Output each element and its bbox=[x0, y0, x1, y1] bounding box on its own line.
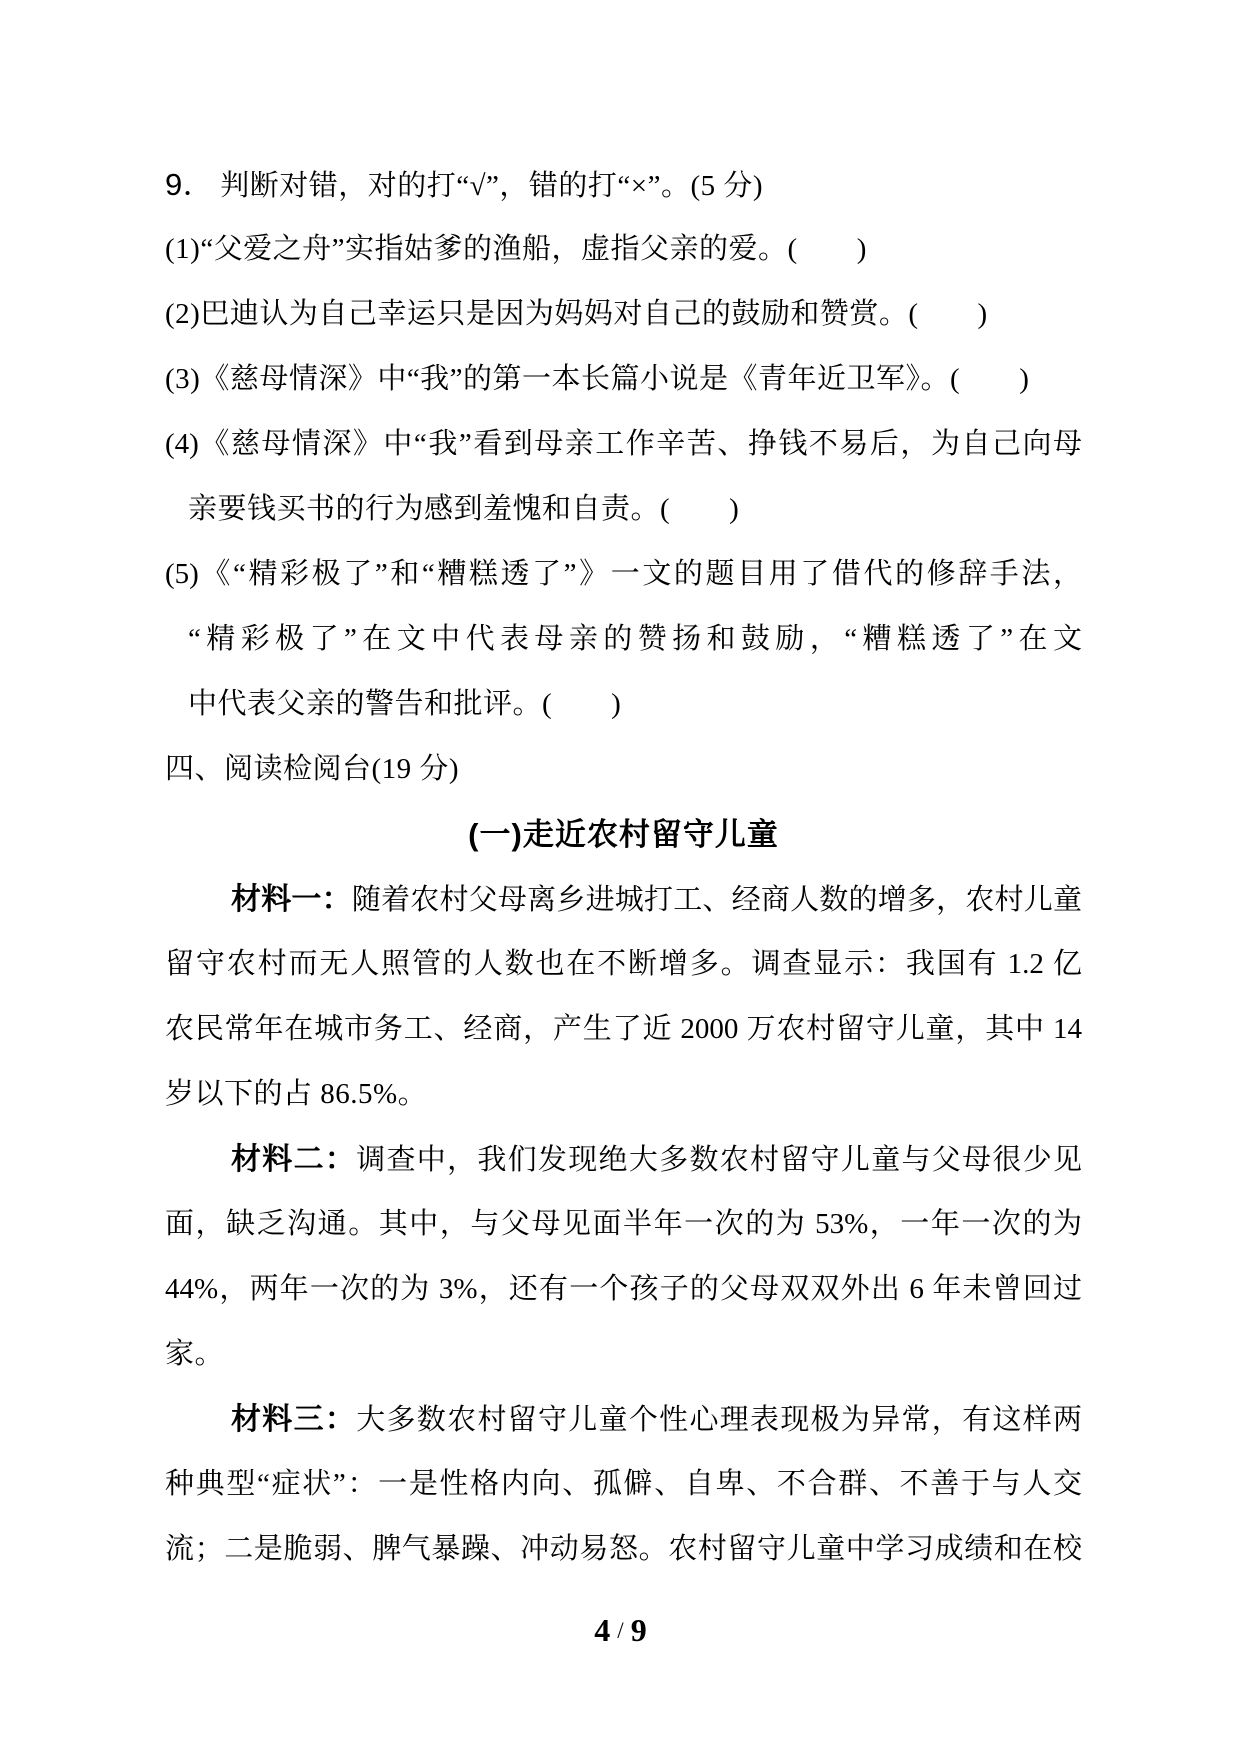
material1-line2: 留守农村而无人照管的人数也在不断增多。调查显示：我国有 1.2 亿 bbox=[165, 948, 1082, 980]
statement-5-line1: (5)《“精彩极了”和“糟糕透了”》一文的题目用了借代的修辞手法， bbox=[165, 558, 1082, 590]
question9-stem bbox=[165, 152, 1082, 217]
material3-line2: 种典型“症状”：一是性格内向、孤僻、自卑、不合群、不善于与人交 bbox=[165, 1468, 1082, 1500]
material1-line4: 岁以下的占 86.5%。 bbox=[165, 1078, 428, 1110]
question9-number: 9． bbox=[165, 167, 215, 202]
page-content bbox=[165, 152, 1082, 1582]
material2-line2: 面，缺乏沟通。其中，与父母见面半年一次的为 53%，一年一次的为 bbox=[165, 1208, 1082, 1240]
page-number bbox=[0, 1612, 1241, 1649]
material2-line1-text: 调查中，我们发现绝大多数农村留守儿童与父母很少见 bbox=[356, 1144, 1082, 1176]
material3-line3: 流；二是脆弱、脾气暴躁、冲动易怒。农村留守儿童中学习成绩和在校 bbox=[165, 1533, 1082, 1565]
material2-line3: 44%，两年一次的为 3%，还有一个孩子的父母双双外出 6 年未曾回过 bbox=[165, 1273, 1082, 1305]
material3-line1 bbox=[165, 1387, 1082, 1452]
material2-label: 材料二： bbox=[231, 1143, 357, 1176]
question9-stem-text: 判断对错，对的打“√”，错的打“×”。(5 分) bbox=[220, 170, 764, 202]
page-number-current: 4 bbox=[594, 1612, 611, 1648]
statement-1: (1)“父爱之舟”实指姑爹的渔船，虚指父亲的爱。( ) bbox=[165, 233, 867, 265]
page-number-separator: / bbox=[617, 1618, 624, 1643]
material1-line3: 农民常年在城市务工、经商，产生了近 2000 万农村留守儿童，其中 14 bbox=[165, 1013, 1082, 1045]
statement-3: (3)《慈母情深》中“我”的第一本长篇小说是《青年近卫军》。( ) bbox=[165, 363, 1030, 395]
reading-heading: (一)走近农村留守儿童 bbox=[468, 817, 779, 852]
page-number-total: 9 bbox=[630, 1612, 647, 1648]
material3-label: 材料三： bbox=[231, 1403, 357, 1436]
material3-line1-text: 大多数农村留守儿童个性心理表现极为异常，有这样两 bbox=[356, 1404, 1082, 1436]
statement-5-line2: “精彩极了”在文中代表母亲的赞扬和鼓励，“糟糕透了”在文 bbox=[188, 623, 1082, 655]
material1-label: 材料一： bbox=[231, 883, 352, 916]
statement-4-line1: (4)《慈母情深》中“我”看到母亲工作辛苦、挣钱不易后，为自己向母 bbox=[165, 428, 1082, 460]
section4-title: 四、阅读检阅台(19 分) bbox=[165, 753, 460, 785]
statement-4-line2: 亲要钱买书的行为感到羞愧和自责。( ) bbox=[188, 493, 740, 525]
statement-2: (2)巴迪认为自己幸运只是因为妈妈对自己的鼓励和赞赏。( ) bbox=[165, 298, 988, 330]
statement-5-line3: 中代表父亲的警告和批评。( ) bbox=[188, 688, 622, 720]
material2-line1 bbox=[165, 1127, 1082, 1192]
material2-line4: 家。 bbox=[165, 1338, 225, 1370]
material1-line1 bbox=[165, 867, 1082, 932]
material1-line1-text: 随着农村父母离乡进城打工、经商人数的增多，农村儿童 bbox=[351, 884, 1082, 916]
